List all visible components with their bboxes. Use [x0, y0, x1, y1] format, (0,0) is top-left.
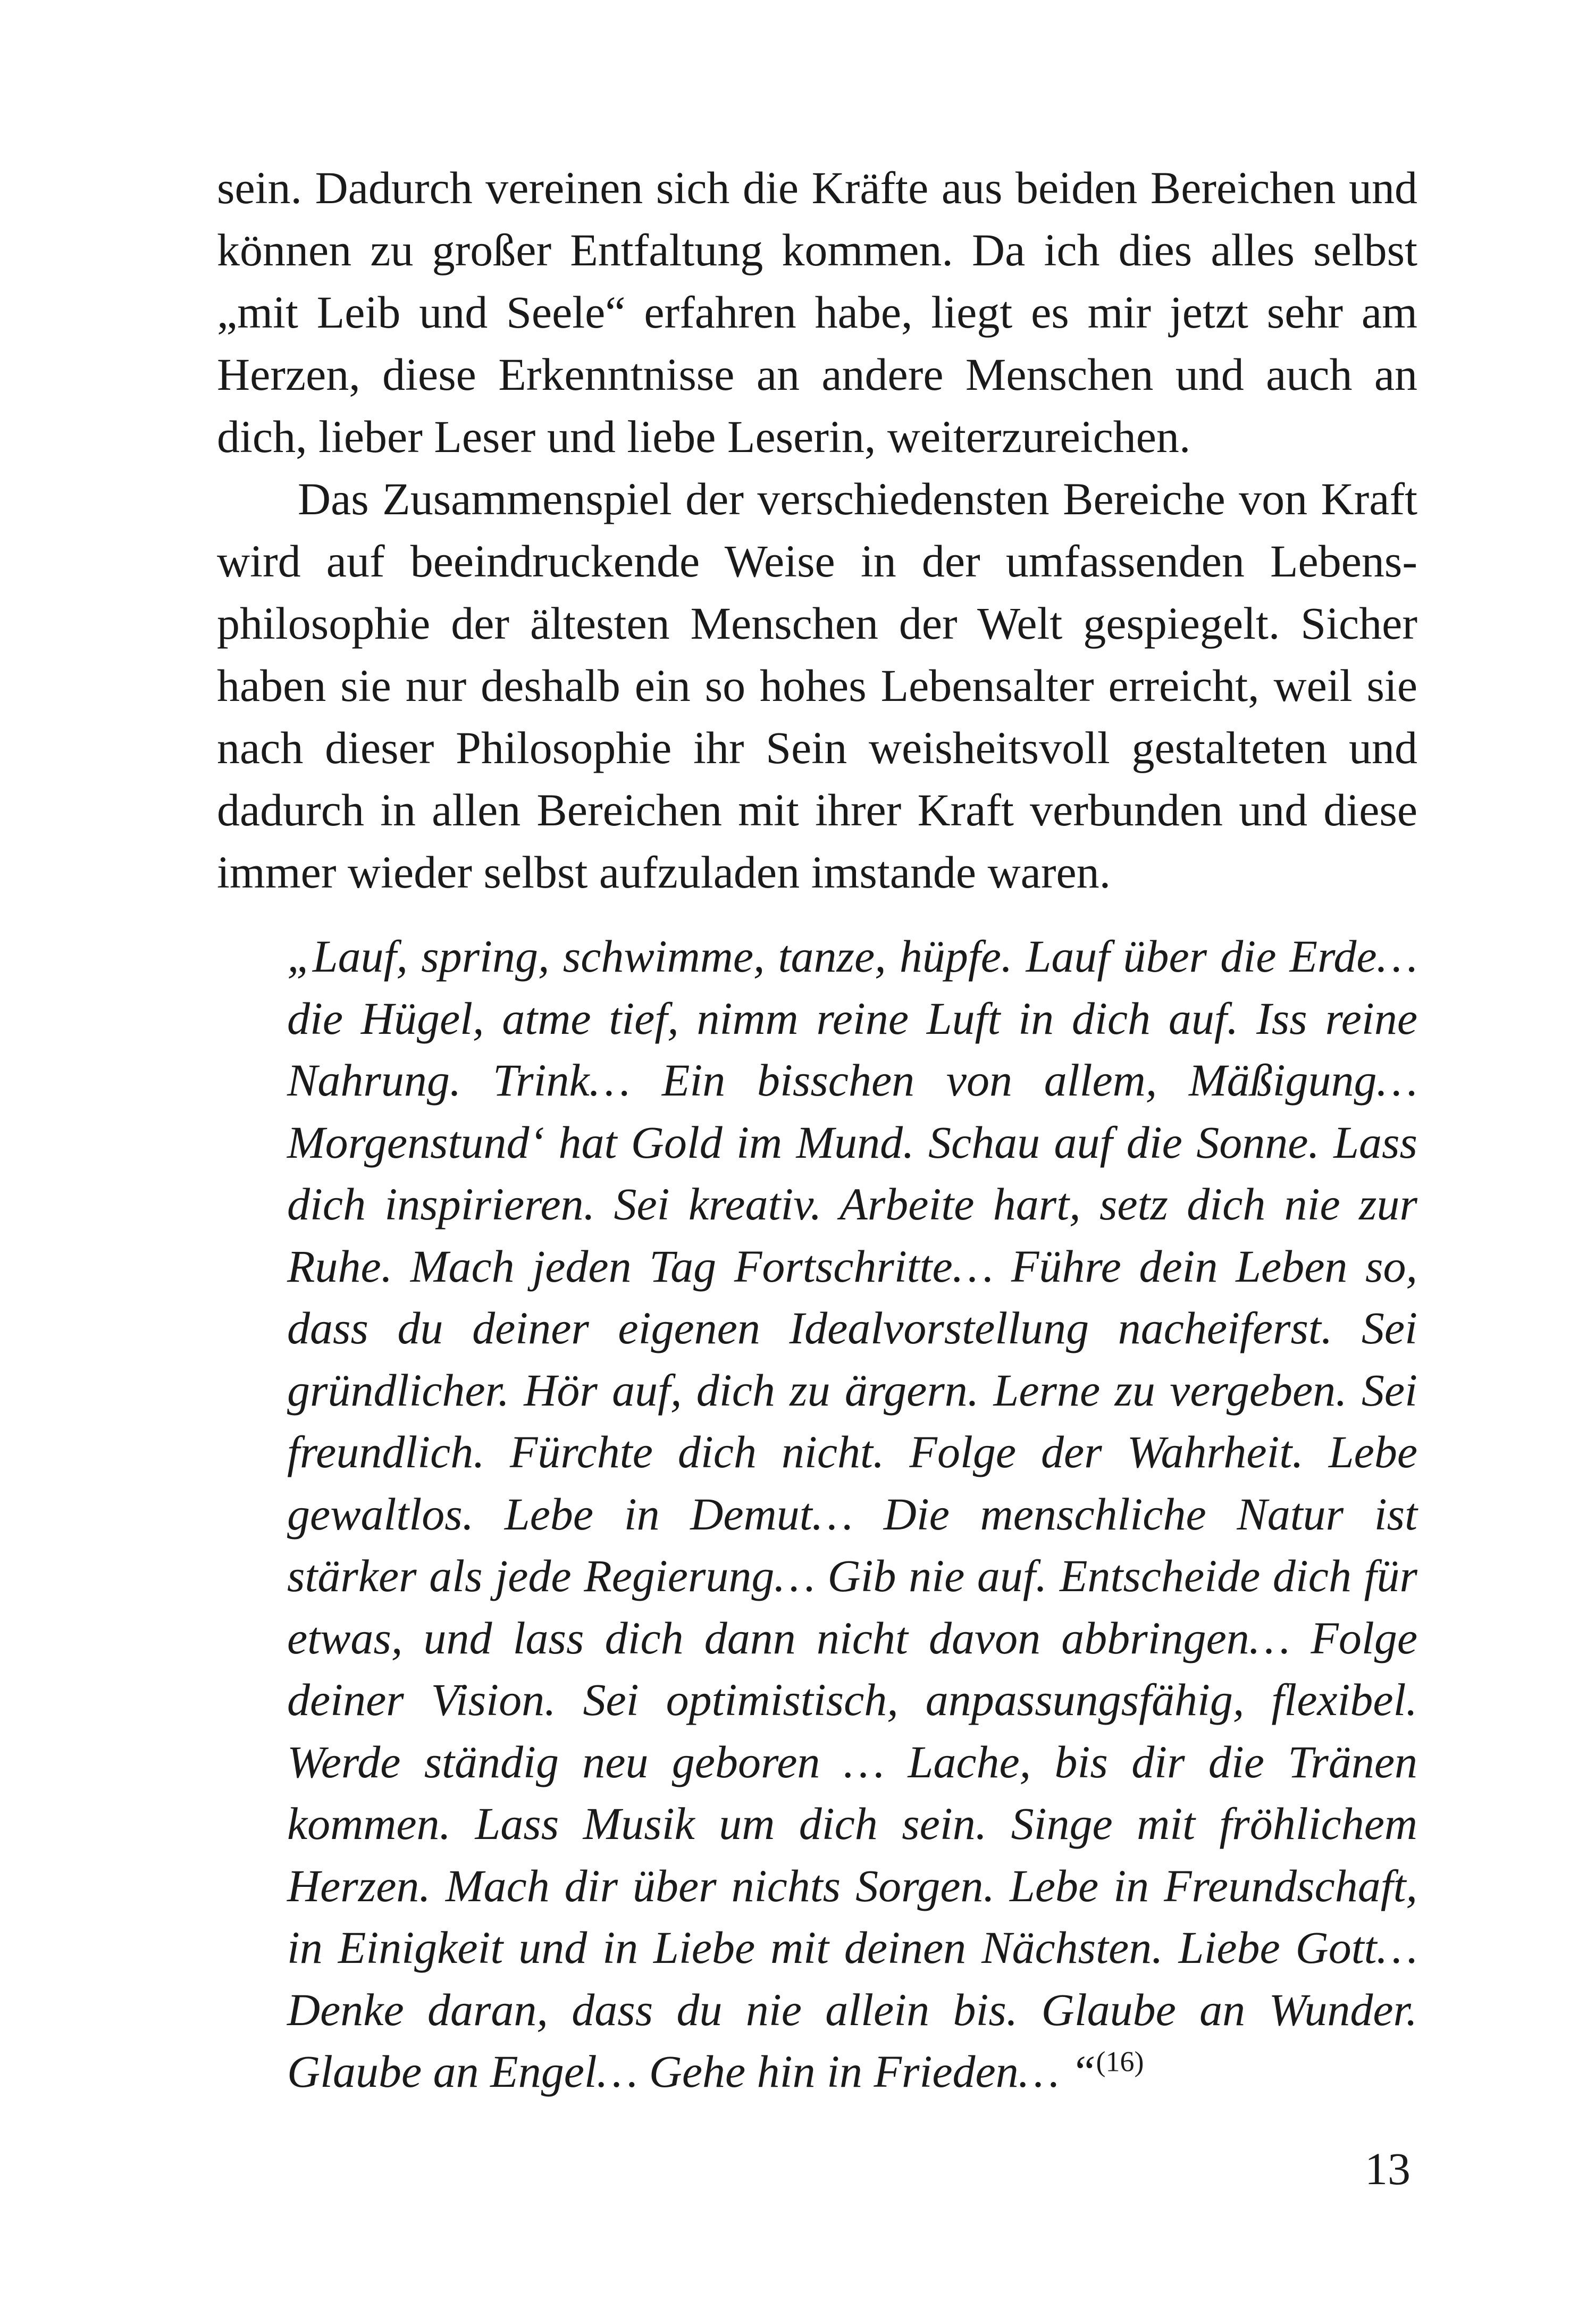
paragraph-1: sein. Dadurch vereinen sich die Kräfte aus beiden Bereichen und können zu großer Entfaltung kommen. Da ich dies alles selbst „mit Leib und Seele“ erfahren habe, liegt es mir jetzt sehr am Herzen, diese Erkenntnisse an andere Menschen und auch an dich, lieber Leser und liebe Leserin, weiterzureichen.	[217, 162, 1417, 462]
quote-text: „Lauf, spring, schwimme, tanze, hüpfe. Lauf über die Erde… die Hügel, atme tief, nimm reine Luft in dich auf. Iss reine Nahrung. Trink… Ein bisschen von allem, Mäßigung… Morgenstund‘ hat Gold im Mund. Schau auf die Sonne. Lass dich inspirieren. Sei kreativ. Arbeite hart, setz dich nie zur Ruhe. Mach jeden Tag Fortschritte… Führe dein Leben so, dass du deiner eigenen Idealvorstellung nacheiferst. Sei gründlicher. Hör auf, dich zu ärgern. Lerne zu vergeben. Sei freundlich. Fürchte dich nicht. Folge der Wahrheit. Lebe gewaltlos. Lebe in Demut… Die menschliche Natur ist stärker als jede Regierung… Gib nie auf. Entscheide dich für etwas, und lass dich dann nicht davon abbringen… Folge deiner Vision. Sei optimistisch, anpassungsfähig, flexibel. Werde ständig neu geboren … Lache, bis dir die Tränen kommen. Lass Musik um dich sein. Singe mit fröhlichem Herzen. Mach dir über nichts Sorgen. Lebe in Freundschaft, in Einigkeit und in Liebe mit deinen Nächsten. Liebe Gott… Denke daran, dass du nie allein bis. Glaube an Wunder. Glaube an Engel… Gehe hin in Frieden… “	[287, 931, 1417, 2097]
paragraph-2: Das Zusammenspiel der verschiedensten Bereiche von Kraft wird auf beeindruckende Weise in der umfassenden Lebensphilosophie der ältesten Menschen der Welt gespiegelt. Sicher haben sie nur deshalb ein so hohes Lebensalter erreicht, weil sie nach dieser Philosophie ihr Sein weisheitsvoll gestalteten und dadurch in allen Bereichen mit ihrer Kraft verbunden und diese immer wieder selbst aufzuladen imstande waren.	[217, 473, 1417, 898]
footnote-reference: (16)	[1096, 2045, 1144, 2078]
page-number: 13	[1365, 2143, 1411, 2194]
block-quote	[287, 925, 1417, 2103]
